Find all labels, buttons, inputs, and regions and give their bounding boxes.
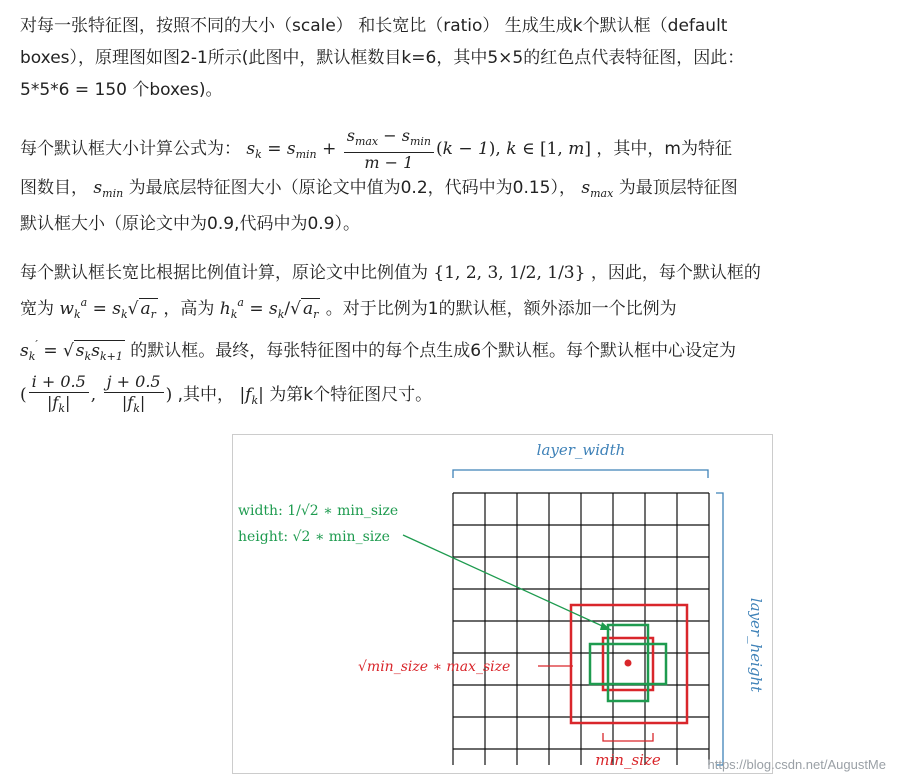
scale-formula: $s_k = s_{min}$ + $\frac{s_{max} - s_{min}}{m - 1}$ (k − 1), k ∈ [1, m] bbox=[246, 126, 591, 172]
p3-line3: $s_k'$ = √ $s_ks_{k+1}$ 的默认框。最终，每张特征图中的每个点生成6个默认框。每个默认框中心设定为 bbox=[20, 338, 737, 363]
layer-width-bracket bbox=[453, 470, 708, 478]
center-point bbox=[625, 660, 632, 667]
p1-line1: 对每一张特征图，按照不同的大小（scale） 和长宽比（ratio） 生成生成k个默认框（default bbox=[20, 16, 728, 36]
layer-width-label: layer_width bbox=[536, 441, 626, 459]
green-pointer-line bbox=[403, 535, 611, 630]
p2-line3: 默认框大小（原论文中为0.9,代码中为0.9）。 bbox=[20, 214, 360, 234]
p1-line3: 5*5*6 = 150 个boxes)。 bbox=[20, 80, 223, 100]
default-boxes-figure bbox=[232, 434, 773, 774]
p2-line1: 每个默认框大小计算公式为： $s_k = s_{min}$ + $\frac{s_{max} - s_{min}}{m - 1}$ (k − 1), k ∈ [1, m] ，其中，m为特征 bbox=[20, 126, 732, 172]
p2-line2: 图数目， $s_{min}$ 为最底层特征图大小（原论文中值为0.2，代码中为0.15）， $s_{max}$ 为最顶层特征图 bbox=[20, 178, 738, 200]
green-height-label: height: √2 ∗ min_size bbox=[238, 529, 390, 545]
p3-line2: 宽为 $w_k^a = s_k√$ $a_r$ ，高为 $h_k^a = s_k/√$ $a_r$ 。对于比例为1的默认框，额外添加一个比例为 bbox=[20, 296, 677, 321]
paragraph-2 bbox=[20, 126, 890, 239]
p3-line4: ( $\frac{i + 0.5}{|f_k|}$ , $\frac{j + 0.5}{|f_k|}$ ) ,其中， $|f_k|$ 为第k个特征图尺寸。 bbox=[20, 372, 433, 415]
red-label: √min_size ∗ max_size bbox=[358, 659, 511, 675]
min-size-label: min_size bbox=[595, 751, 661, 769]
figure-svg bbox=[233, 435, 774, 775]
p3-line1: 每个默认框长宽比根据比例值计算，原论文中比例值为 {1, 2, 3, 1/2, 1/3} ，因此，每个默认框的 bbox=[20, 263, 761, 283]
watermark: https://blog.csdn.net/AugustMe bbox=[707, 757, 886, 772]
layer-height-bracket bbox=[716, 493, 723, 765]
paragraph-3 bbox=[20, 258, 890, 423]
layer-height-label: layer_height bbox=[747, 597, 765, 693]
green-width-label: width: 1/√2 ∗ min_size bbox=[238, 503, 399, 519]
p1-line2: boxes），原理图如图2-1所示(此图中，默认框数目k=6，其中5×5的红色点代表特征图，因此： bbox=[20, 48, 745, 68]
paragraph-1 bbox=[20, 10, 890, 106]
